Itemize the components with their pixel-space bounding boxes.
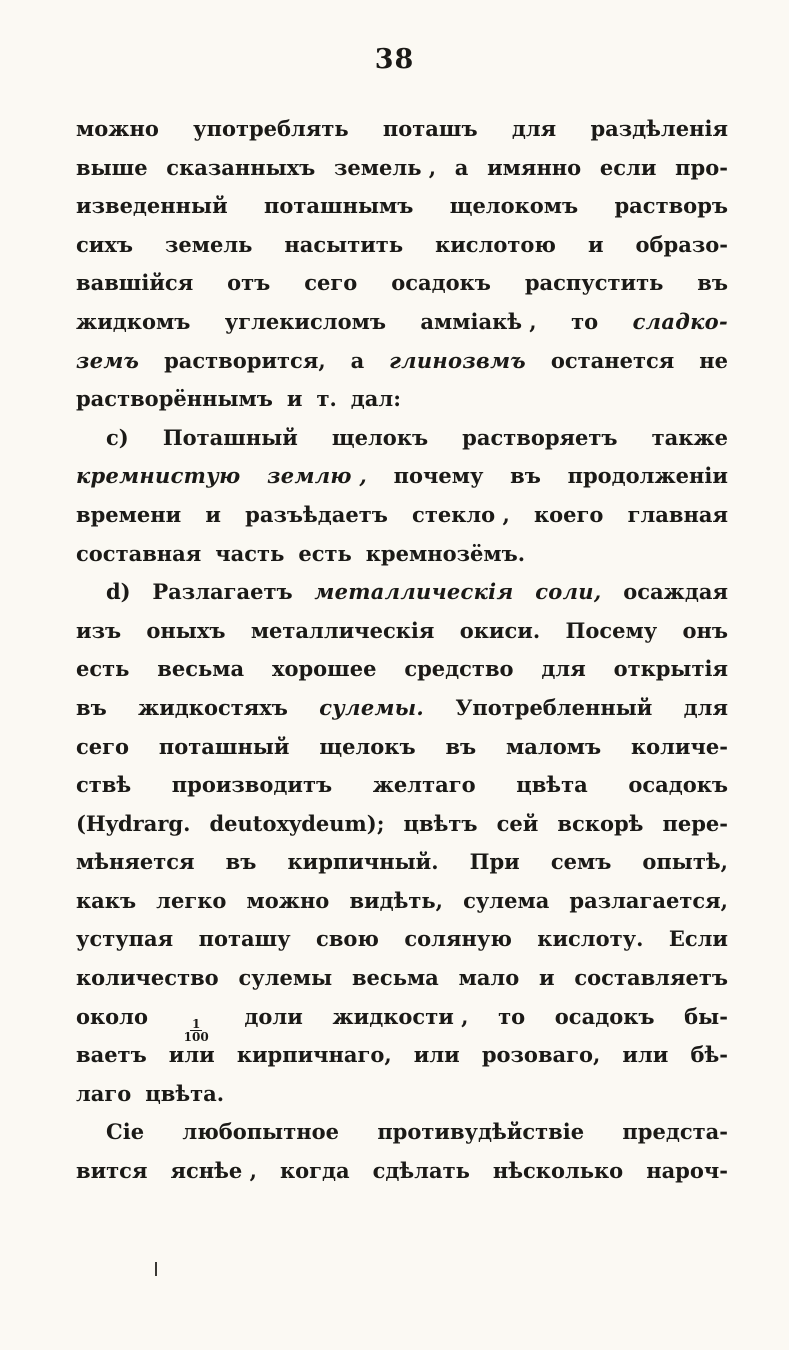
word: разъѣдаетъ: [245, 501, 388, 527]
word: средство: [404, 656, 514, 682]
word: поташный: [158, 733, 290, 759]
word: амміакѣ ,: [420, 308, 537, 334]
word: въ: [225, 849, 257, 875]
word: мѣняется: [76, 849, 195, 875]
word: сказанныхъ: [166, 154, 316, 180]
word: то: [498, 1003, 526, 1029]
word: употреблять: [193, 116, 349, 141]
word: часть: [215, 540, 285, 566]
word: распустить: [524, 270, 664, 296]
text-line: [76, 998, 728, 1044]
word: осадокъ: [391, 270, 491, 296]
fraction: [182, 1018, 211, 1043]
word: т.: [316, 386, 337, 412]
text-line: [76, 380, 728, 419]
word: хорошее: [271, 656, 377, 682]
word: и: [587, 231, 604, 257]
text-line: [76, 689, 728, 728]
word: пере-: [662, 810, 728, 836]
text-line: [76, 535, 728, 574]
word: дал:: [350, 386, 401, 412]
word: Посему: [565, 617, 658, 643]
word: есть: [76, 656, 130, 682]
text-line: [76, 959, 728, 998]
word: отъ: [227, 270, 271, 296]
word: поташнымъ: [264, 193, 414, 219]
word: времени: [76, 501, 182, 527]
word: то: [571, 308, 599, 334]
word: щелокъ: [319, 733, 416, 759]
word: или: [168, 1042, 215, 1068]
word: поташъ: [382, 116, 478, 141]
word: растворённымъ: [76, 386, 273, 412]
text-line: [76, 496, 728, 535]
word: Разлагаетъ: [152, 579, 293, 605]
word: когда: [279, 1158, 350, 1184]
word: составная: [76, 540, 202, 566]
word: щелокомъ: [449, 193, 579, 219]
word: или: [413, 1042, 460, 1068]
word: лаго: [76, 1080, 132, 1106]
word: доли: [244, 1003, 303, 1029]
list-marker: d): [106, 579, 131, 605]
word: цвѣтъ: [403, 810, 478, 836]
word: предста-: [622, 1119, 728, 1145]
word: нѣсколько: [492, 1158, 624, 1184]
italic-term: глинозвмъ: [389, 347, 526, 373]
word: Сіе: [106, 1119, 145, 1145]
word: осадокъ: [628, 772, 728, 798]
word: не: [699, 347, 728, 373]
word: имянно: [487, 154, 582, 180]
text-line: [76, 226, 728, 265]
text-line: [76, 1113, 728, 1152]
word: сихъ: [76, 231, 133, 257]
word: опытѣ,: [642, 849, 728, 875]
word: Поташный: [162, 424, 298, 450]
text-line: [76, 110, 728, 149]
text-line: [76, 419, 728, 458]
list-marker: c): [106, 424, 129, 450]
word: сдѣлать: [372, 1158, 470, 1184]
word: разлагается,: [569, 887, 728, 913]
text-line: [76, 650, 728, 689]
word: весьма: [157, 656, 245, 682]
word: весьма: [351, 965, 439, 991]
word: легко: [156, 887, 227, 913]
word: Если: [668, 926, 728, 952]
text-line: [76, 303, 728, 342]
word: растворъ: [614, 193, 728, 219]
text-line: [76, 264, 728, 303]
italic-term: земъ: [76, 347, 140, 373]
text-line: [76, 573, 728, 612]
word: раздѣленія: [590, 116, 728, 141]
word: коего: [534, 501, 604, 527]
word: желтаго: [372, 772, 476, 798]
word: продолженіи: [567, 463, 728, 489]
word: и: [205, 501, 221, 527]
word: При: [469, 849, 520, 875]
word: если: [599, 154, 657, 180]
word: есть: [298, 540, 352, 566]
word: нароч-: [646, 1158, 728, 1184]
word: свою: [316, 926, 379, 952]
text-line: [76, 1075, 728, 1114]
italic-term: сулемы.: [319, 694, 425, 720]
page-number: 38: [374, 44, 415, 75]
word: бѣ-: [690, 1042, 728, 1068]
word: въ: [697, 270, 728, 296]
word: кирпичнаго,: [236, 1042, 392, 1068]
word: бы-: [684, 1003, 728, 1029]
text-line: [76, 920, 728, 959]
word: открытія: [613, 656, 728, 682]
word: ваетъ: [76, 1042, 147, 1068]
word: растворится,: [164, 347, 326, 373]
word: земель: [164, 231, 253, 257]
word: въ: [76, 694, 107, 720]
word: можно: [246, 887, 330, 913]
word: для: [683, 694, 728, 720]
word: останется: [550, 347, 675, 373]
word: жидкости ,: [332, 1003, 469, 1029]
italic-term: металлическія: [314, 579, 514, 605]
word: производитъ: [171, 772, 333, 798]
word: цвѣта: [516, 772, 588, 798]
word: можно: [76, 116, 159, 141]
word: почему: [393, 463, 484, 489]
word: яснѣе ,: [170, 1158, 257, 1184]
italic-term: кремнистую: [76, 463, 241, 489]
text-line: [76, 1152, 728, 1191]
italic-term: соли,: [535, 579, 602, 605]
text-line: [76, 342, 728, 381]
word: составляетъ: [574, 965, 728, 991]
text-line: [76, 1036, 728, 1075]
word: ствѣ: [76, 772, 132, 798]
word: противудѣйствіе: [377, 1119, 585, 1145]
word: для: [511, 116, 557, 141]
word: растворяетъ: [462, 424, 618, 450]
word: а: [454, 154, 469, 180]
text-line: [76, 766, 728, 805]
word: жидкостяхъ: [138, 694, 288, 720]
word: изведенный: [76, 193, 228, 219]
word: кислоту.: [537, 926, 644, 952]
word: кремнозёмъ.: [365, 540, 526, 566]
fraction-denominator: 100: [183, 1029, 209, 1044]
word: сей: [496, 810, 539, 836]
text-line: [76, 187, 728, 226]
word: для: [541, 656, 586, 682]
word: цвѣта.: [145, 1080, 225, 1106]
italic-term: землю ,: [267, 463, 367, 489]
word: выше: [76, 154, 148, 180]
word: и: [286, 386, 303, 412]
word: оныхъ: [146, 617, 226, 643]
text-line: [76, 457, 728, 496]
word: вскорѣ: [557, 810, 644, 836]
word: щелокъ: [331, 424, 429, 450]
word: сего: [304, 270, 358, 296]
word: въ: [445, 733, 477, 759]
word: deutoxydeum);: [209, 810, 385, 836]
word: или: [622, 1042, 669, 1068]
word: земель ,: [334, 154, 437, 180]
word: Употребленный: [455, 694, 653, 720]
word: любопытное: [182, 1119, 339, 1145]
word: жидкомъ: [76, 308, 191, 334]
word: поташу: [198, 926, 291, 952]
word: осаждая: [623, 579, 728, 605]
word: изъ: [76, 617, 122, 643]
word: кирпичный.: [287, 849, 439, 875]
word: насытить: [284, 231, 404, 257]
word: въ: [510, 463, 541, 489]
word: видѣть,: [349, 887, 443, 913]
text-line: [76, 728, 728, 767]
word: какъ: [76, 887, 137, 913]
word: (Hydrarg.: [76, 810, 191, 836]
word: осадокъ: [554, 1003, 655, 1029]
word: около: [76, 1003, 148, 1029]
word: окиси.: [459, 617, 541, 643]
word: металлическія: [250, 617, 435, 643]
word: количе-: [630, 733, 728, 759]
word: онъ: [682, 617, 728, 643]
word: образо-: [635, 231, 728, 257]
word: количество: [76, 965, 219, 991]
text-line: [76, 805, 728, 844]
italic-term: сладко-: [632, 308, 728, 334]
word: вавшійся: [76, 270, 194, 296]
word: углекисломъ: [224, 308, 386, 334]
word: семъ: [550, 849, 612, 875]
text-line: [76, 843, 728, 882]
word: а: [350, 347, 365, 373]
word: соляную: [404, 926, 512, 952]
word: маломъ: [506, 733, 602, 759]
word: сего: [76, 733, 130, 759]
word: про-: [675, 154, 728, 180]
word: также: [651, 424, 728, 450]
word: уступая: [76, 926, 174, 952]
print-mark: [155, 1262, 157, 1276]
body-text: [76, 110, 728, 1191]
fraction-numerator: 1: [192, 1016, 201, 1031]
word: стекло ,: [412, 501, 510, 527]
text-line: [76, 149, 728, 188]
word: кислотою: [435, 231, 556, 257]
text-line: [76, 612, 728, 651]
word: мало: [458, 965, 520, 991]
word: сулемы: [238, 965, 333, 991]
word: розоваго,: [481, 1042, 601, 1068]
word: главная: [627, 501, 728, 527]
word: сулема: [463, 887, 550, 913]
word: вится: [76, 1158, 148, 1184]
word: и: [539, 965, 555, 991]
text-line: [76, 882, 728, 921]
